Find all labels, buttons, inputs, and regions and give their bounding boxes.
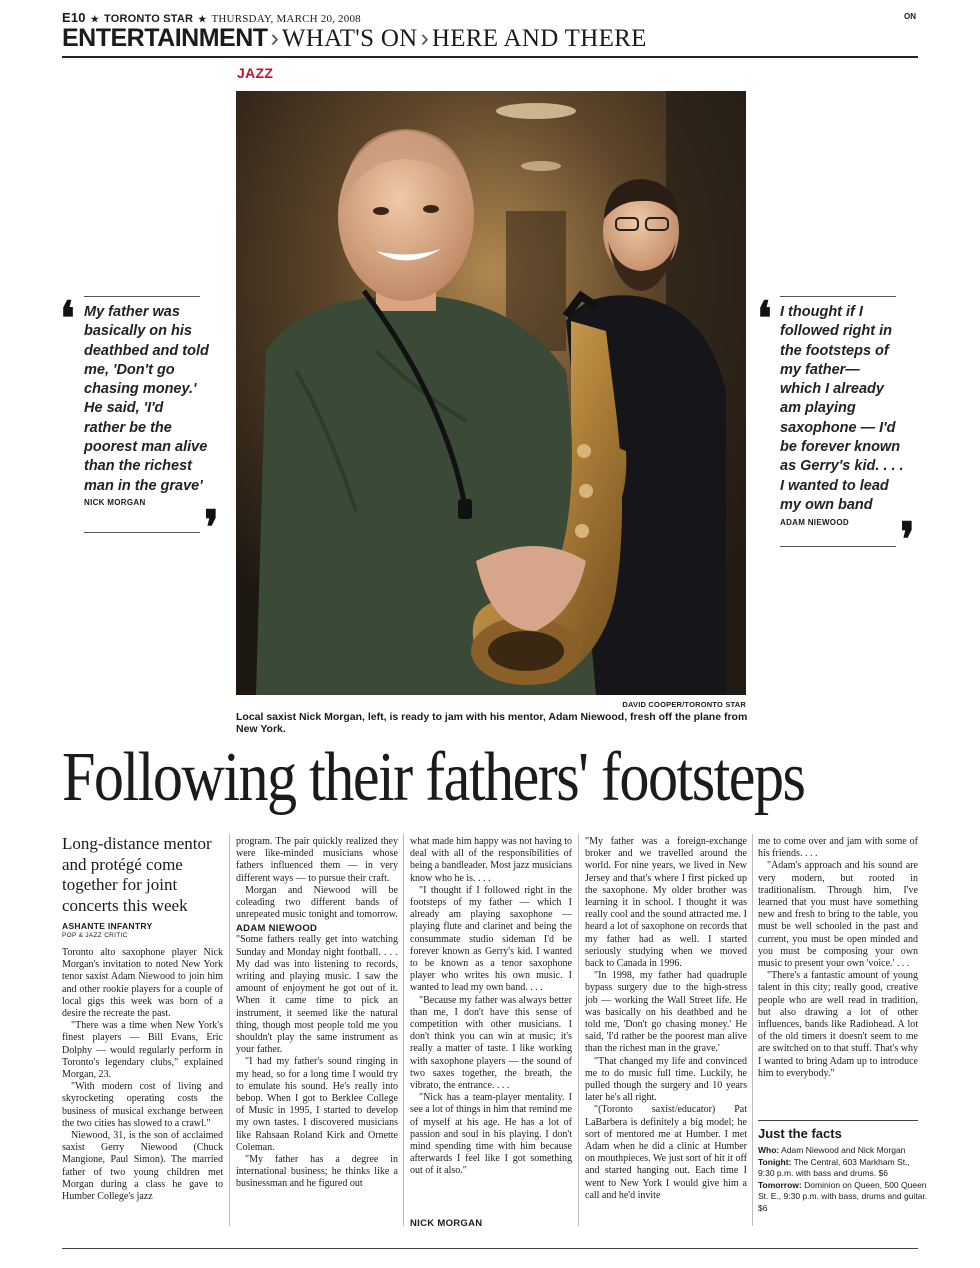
subsection-whats-on: WHAT'S ON	[281, 25, 418, 52]
pullquote-right-line: I wanted to lead	[780, 477, 889, 494]
pullquote-left-line: He said, 'I'd	[84, 400, 164, 417]
byline: ASHANTE INFANTRY	[62, 921, 153, 931]
pullquote-left-line: me, 'Don't go	[84, 361, 175, 378]
page-number: E10	[62, 10, 86, 25]
paragraph: Niewood, 31, is the son of acclaimed saxist Gerry Niewood (Chuck Mangione, Paul Simon). The married father of two young children met Morgan during a class he gave to Humber College's jazz	[62, 1130, 223, 1203]
pullquote-right-line: be forever known	[780, 439, 901, 456]
paragraph: program. The pair quickly realized they were like-minded musicians whose fathers influenced them — in very different ways — to pursue their craft.	[236, 836, 398, 884]
pullquote-right-rule-bottom	[780, 546, 896, 547]
pullquote-right-line: followed right in	[780, 323, 892, 340]
paragraph: "(Toronto saxist/educator) Pat LaBarbera is definitely a big model; he sort of mentored me at Humber. I met Adam when he did a clinic at Humber on mouthpieces. We just sort of hit it off and started hanging out. Each time I went to New York I would give him a call and he'd invite	[585, 1104, 747, 1201]
pullquote-right-line: saxophone — I'd	[780, 419, 896, 436]
paragraph: Toronto alto saxophone player Nick Morgan's invitation to noted New York tenor saxist Adam Niewood to join him and other rookie players for a couple of local gigs this week was born of a desire the recreate the past.	[62, 947, 223, 1020]
column-rule	[578, 834, 579, 1226]
facts-tonight-label: Tonight:	[758, 1156, 792, 1167]
star-icon: ★	[90, 14, 100, 24]
pullquote-left-line: My father was	[84, 304, 180, 320]
photo-credit: DAVID COOPER/TORONTO STAR	[622, 700, 746, 709]
publication-date: THURSDAY, MARCH 20, 2008	[211, 13, 361, 25]
article-column-5	[758, 836, 918, 1080]
paragraph: "In 1998, my father had quadruple bypass surgery due to the high-stress job — working the Wall Street life. He was basically on his deathbed and he told me, 'Don't go chasing money.' He said, 'I'd rather be the poorest man alive than the richest man in the grave.'	[585, 970, 747, 1055]
column-rule	[403, 834, 404, 1226]
pullquote-right-line: my father—	[780, 361, 860, 378]
facts-who-value: Adam Niewood and Nick Morgan	[781, 1145, 906, 1155]
open-quote-icon: ❛	[757, 293, 772, 344]
paragraph: "With modern cost of living and skyrocketing operating costs the business of musical exchange between the two cities has slowed to a crawl."	[62, 1081, 223, 1129]
facts-rule	[758, 1120, 918, 1121]
subsection-here-and-there: HERE AND THERE	[431, 25, 647, 52]
paragraph: "There was a time when New York's finest players — Bill Evans, Eric Dolphy — would regularly perform in Toronto's legendary clubs," explained Morgan, 23.	[62, 1020, 223, 1081]
subhead: ADAM NIEWOOD	[236, 923, 318, 935]
pullquote-left-rule-top	[84, 296, 200, 297]
paragraph: "I thought if I followed right in the footsteps of my father — which I already am playing saxophone — playing flute and clarinet and being the consummate studio sideman I'd be forever known as Gerry's kid. I wanted to be known as a tenor saxophone player who writes his own music. I wanted to lead my own band. . . .	[410, 884, 572, 994]
pullquote-right	[780, 303, 930, 515]
facts-box	[758, 1145, 928, 1214]
article-column-4	[585, 836, 747, 1202]
facts-tomorrow	[758, 1180, 928, 1215]
pullquote-left	[84, 303, 234, 496]
article-column-3	[410, 836, 572, 1178]
facts-tonight-value: The Central, 603 Markham St., 9:30 p.m. with bass and drums. $6	[758, 1156, 910, 1178]
article-column-1	[62, 947, 223, 1203]
section-signature: NICK MORGAN	[410, 1218, 483, 1229]
pullquote-right-line: which I already	[780, 381, 884, 398]
pullquote-right-line: my own band	[780, 496, 873, 513]
pullquote-left-attribution: NICK MORGAN	[84, 498, 146, 507]
chevron-right-icon: ›	[270, 24, 279, 52]
header-rule	[62, 56, 918, 58]
pullquote-left-line: basically on his	[84, 323, 192, 340]
feature-photo	[236, 91, 746, 695]
section-name: ENTERTAINMENT	[62, 24, 268, 52]
pullquote-right-line: the footsteps of	[780, 342, 889, 359]
facts-tonight	[758, 1157, 928, 1180]
pullquote-left-line: rather be the	[84, 419, 172, 436]
facts-who-label: Who:	[758, 1145, 780, 1155]
pullquote-left-rule-bottom	[84, 532, 200, 533]
article-column-2	[236, 836, 398, 1191]
paragraph: "I had my father's sound ringing in my head, so for a long time I would try to emulate his sound. He's really into bebop. When I got to Berklee College of Music in 1995, I started to develop my own tastes. I discovered musicians like Rahsaan Roland Kirk and Ornette Coleman.	[236, 1056, 398, 1153]
pullquote-right-line: as Gerry's kid. . . .	[780, 458, 904, 475]
paragraph: what made him happy was not having to deal with all of the responsibilities of being a bandleader. Most jazz musicians know who he is. . . .	[410, 836, 572, 884]
facts-tomorrow-label: Tomorrow:	[758, 1179, 802, 1190]
paragraph: "Because my father was always better than me, I don't have this sense of competition with other musicians. I don't think you can win at music; it's really a matter of taste. I like working with saxophone players — the sound of two saxes together, the breath, the vibrato, the entrance. . . .	[410, 994, 572, 1092]
section-breadcrumb	[62, 24, 647, 53]
pullquote-left-line: poorest man alive	[84, 439, 208, 456]
star-icon: ★	[198, 14, 207, 24]
musicians-photo-illustration	[236, 91, 746, 695]
facts-who	[758, 1145, 928, 1157]
pullquote-left-line: than the richest	[84, 458, 192, 475]
paragraph: "That changed my life and convinced me to do music full time. Luckily, he pulled though the surgery and 10 years later he's all right.	[585, 1055, 747, 1104]
paragraph: "There's a fantastic amount of young talent in this city; really good, creative people who are well read in tradition, but also drawing a lot of other influences, bands like Radiohead. A lot of the old timers it doesn't seem to me are switched on to that stuff. That's why I wanted to bring Adam up to introduce him to everybody."	[758, 970, 918, 1079]
pullquote-left-line: chasing money.'	[84, 381, 197, 398]
pullquote-right-attribution: ADAM NIEWOOD	[780, 518, 849, 527]
paragraph: Morgan and Niewood will be coleading two different bands of unrepeated music tonight and tomorrow.	[236, 884, 398, 921]
paragraph: "Some fathers really get into watching Sunday and Monday night football. . . . My dad was into listening to records, writing and playing music. I saw the amount of enjoyment he got out of it. When it came time to pick an instrument, it seemed like the natural thing, though most people told me you shouldn't play the same instrument as your father.	[236, 934, 398, 1056]
facts-tomorrow-value: Dominion on Queen, 500 Queen St. E., 9:30 p.m. with bass, drums and guitar. $6	[758, 1179, 928, 1213]
pullquote-left-line: deathbed and told	[84, 342, 209, 359]
paragraph: me to come over and jam with some of his friends. . . .	[758, 836, 918, 860]
close-quote-icon: ❜	[900, 514, 915, 565]
pullquote-right-rule-top	[780, 296, 896, 297]
paper-name: TORONTO STAR	[104, 13, 194, 25]
column-rule	[752, 834, 753, 1226]
close-quote-icon: ❜	[204, 502, 219, 553]
folio-line	[62, 10, 361, 25]
pullquote-right-line: I thought if I	[780, 304, 863, 320]
paragraph: "Nick has a team-player mentality. I see a lot of things in him that remind me of myself at his age. He has a lot of passion and soul in his playing. I don't mind spending time with him because afterwards I feel like I got something out of it also."	[410, 1092, 572, 1177]
edition-tag: ON	[904, 12, 916, 21]
paragraph: "My father was a foreign-exchange broker and we travelled around the world. For nine years, we lived in New Jersey and that's where I first picked up the saxophone. My older brother was learning it in school. I thought it was really cool and the sound attracted me. I heard a lot of saxophone on records that my father had as well. I started seriously studying when we moved back to Canada in 1996.	[585, 836, 747, 970]
facts-title: Just the facts	[758, 1126, 842, 1141]
pullquote-left-line: man in the grave'	[84, 477, 203, 494]
footer-rule	[62, 1248, 918, 1249]
paragraph: "Adam's approach and his sound are very modern, but rooted in traditionalism. Through him, I've learned that you must have something new and fresh to bring to the table, you must be well schooled in the past and current, you must be open minded and you must be composing your own music to present your own 'voice.' . . .	[758, 860, 918, 970]
open-quote-icon: ❛	[60, 293, 75, 344]
photo-caption: Local saxist Nick Morgan, left, is ready to jam with his mentor, Adam Niewood, fresh off the plane from New York.	[236, 711, 748, 735]
pullquote-right-line: am playing	[780, 400, 856, 417]
deck: Long-distance mentor and protégé come together for joint concerts this week	[62, 834, 212, 915]
column-rule	[229, 834, 230, 1226]
kicker: JAZZ	[237, 65, 274, 81]
byline-title: POP & JAZZ CRITIC	[62, 932, 128, 939]
chevron-right-icon: ›	[420, 24, 429, 52]
headline: Following their fathers' footsteps	[62, 739, 805, 816]
paragraph: "My father has a degree in international business; he thinks like a businessman and he figured out	[236, 1154, 398, 1190]
